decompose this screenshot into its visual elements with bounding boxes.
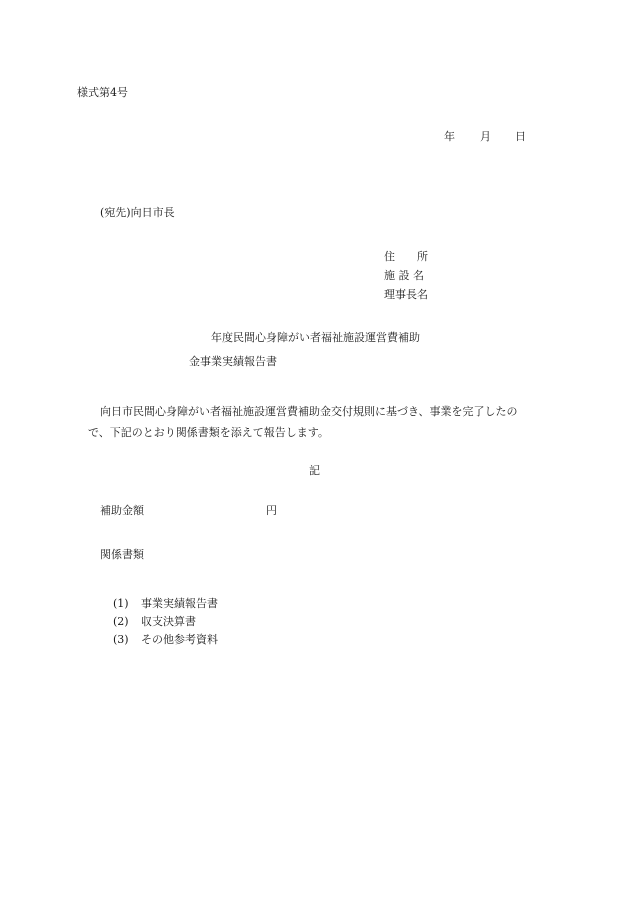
document-item <box>113 615 196 629</box>
report-title-line-1: 年度民間心身障がい者福祉施設運営費補助 <box>211 331 420 344</box>
date-month-label: 月 <box>480 130 491 143</box>
facility-name-label: 施 設 名 <box>384 269 424 282</box>
form-number: 様式第4号 <box>77 86 128 99</box>
chairperson-name-label: 理事長名 <box>384 288 428 301</box>
date-day-label: 日 <box>515 130 526 143</box>
related-documents-label: 関係書類 <box>100 548 144 561</box>
document-item-text: 収支決算書 <box>141 615 196 628</box>
ki-heading: 記 <box>309 464 320 477</box>
document-item-number: (3) <box>113 633 129 646</box>
date-year-label: 年 <box>444 130 455 143</box>
body-text-line-2: で、下記のとおり関係書類を添えて報告します。 <box>88 426 329 439</box>
document-item-number: (1) <box>113 597 129 610</box>
address-label: 住 所 <box>384 250 428 263</box>
subsidy-amount-unit: 円 <box>266 504 277 517</box>
document-item-number: (2) <box>113 615 129 628</box>
body-text-line-1: 向日市民間心身障がい者福祉施設運営費補助金交付規則に基づき、事業を完了したの <box>100 405 518 418</box>
subsidy-amount-label: 補助金額 <box>100 504 144 517</box>
document-item-text: その他参考資料 <box>141 633 218 646</box>
report-title-line-2: 金事業実績報告書 <box>189 355 277 368</box>
document-item <box>113 597 218 611</box>
document-item <box>113 633 218 647</box>
document-item-text: 事業実績報告書 <box>141 597 218 610</box>
addressee: (宛先)向日市長 <box>100 206 175 219</box>
